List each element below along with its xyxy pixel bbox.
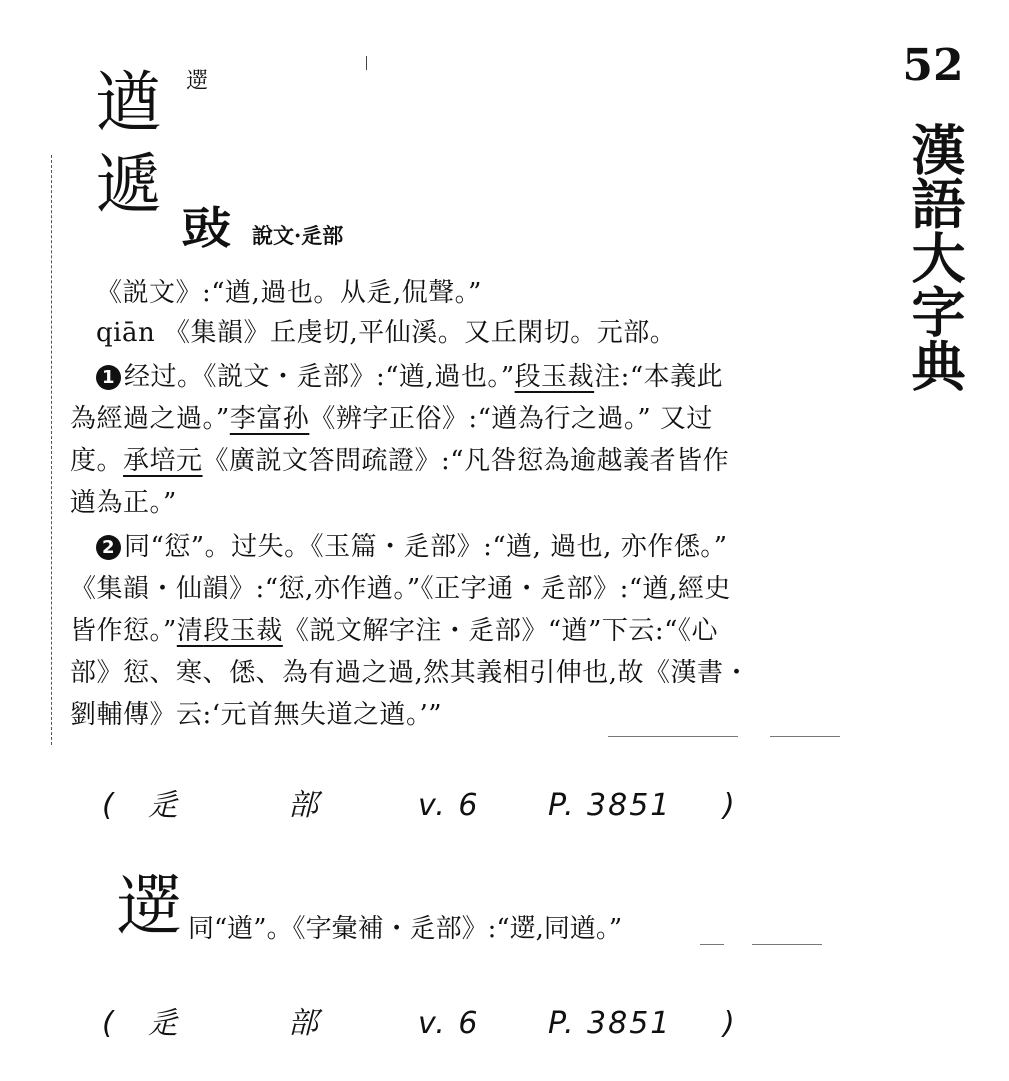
person-name: 段玉裁 (514, 362, 595, 392)
sense-number-2: 2 (96, 535, 121, 560)
divider-line (700, 944, 724, 945)
sense-1-line-4: 遒為正。” (70, 488, 177, 518)
sense-2-line-1: 2 同“愆”。过失。《玉篇・辵部》:“遒, 過也, 亦作僁。” (96, 530, 728, 564)
sense-2-line-5: 劉輔傳》云:‘元首無失道之遒。’” (70, 700, 443, 730)
divider-line (770, 736, 840, 737)
volume: v. 6 (418, 1006, 480, 1041)
pronunciation-line: qiān 《集韻》丘虔切,平仙溪。又丘閑切。元部。 (96, 318, 677, 348)
sense-2-line-3: 皆作愆。”清段玉裁《説文解字注・辵部》“遒”下云:“《心 (70, 616, 718, 646)
divider-line (752, 944, 822, 945)
sense-1-line-3: 度。承培元《廣説文答問疏證》:“凡咎愆為逾越義者皆作 (70, 446, 730, 476)
head-character: 遒 (96, 64, 162, 141)
person-name: 段玉裁 (203, 616, 283, 646)
scan-mark (366, 56, 367, 70)
page-ref: P. 3851 (548, 1006, 672, 1041)
radical: 辵 (148, 788, 180, 823)
left-border-rule (51, 155, 52, 745)
page-ref: P. 3851 (548, 788, 672, 823)
variant-character-small: 遻 (186, 69, 209, 94)
head-character-variant: 遞 (96, 146, 162, 223)
person-name: 李富孙 (229, 404, 310, 434)
person-name: 承培元 (123, 446, 203, 476)
sense-1-line-2: 為經過之過。”李富孙《辨字正俗》:“遒為行之過。” 又过 (70, 404, 713, 434)
sense-number-1: 1 (96, 365, 121, 390)
handwritten-reference-1: ( 辵 部 v. 6 P. 3851 ) (102, 780, 737, 824)
volume: v. 6 (418, 788, 480, 823)
handwritten-reference-2: ( 辵 部 v. 6 P. 3851 ) (102, 998, 737, 1042)
sense-2-line-4: 部》愆、寒、僁、為有過之過,然其義相引伸也,故《漢書・ (70, 658, 751, 688)
head-character-2: 遻 (116, 868, 182, 945)
radical-bu: 部 (288, 1006, 320, 1041)
shuowen-quote: 《説文》:“遒,過也。从辵,侃聲。” (96, 278, 482, 308)
radical-bu: 部 (288, 788, 320, 823)
sense-2-line-2: 《集韻・仙韻》:“愆,亦作遒。”《正字通・辵部》:“遒,經史 (70, 574, 731, 604)
radical: 辵 (148, 1006, 180, 1041)
dynasty-name: 清 (176, 616, 204, 646)
page-number: 52 (902, 40, 964, 91)
seal-script-caption: 說文·辵部 (252, 223, 344, 248)
sense-1-line-1: 1 经过。《説文・辵部》:“遒,過也。”段玉裁注:“本義此 (96, 360, 723, 394)
dictionary-title: 漢語大字典 (903, 122, 967, 392)
entry-2-definition: 同“遒”。《字彙補・辵部》:“遻,同遒。” (188, 914, 623, 944)
divider-line (608, 736, 738, 737)
seal-script-glyph: 䜴 (181, 203, 227, 254)
